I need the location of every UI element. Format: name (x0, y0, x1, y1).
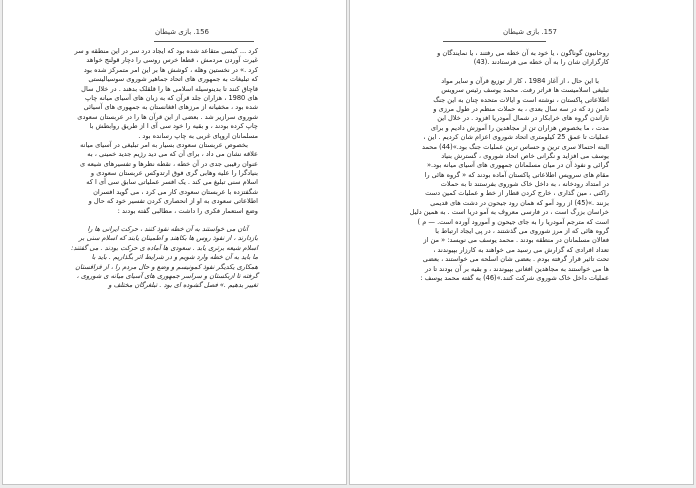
text-line: عملیات داخل خاک شوروی شرکت کنند.»(46) به گفته محمد یوسف : (420, 273, 609, 282)
paragraph (437, 49, 609, 68)
text-line: بنیادگرا را علیه وهابی گری فوق ارتدوکس عربستان سعودی و (90, 169, 258, 178)
text-line: وضع استعمار فکری را داشت ، مطالبی گفته بودند : (117, 206, 258, 215)
text-line: ها می خواستند به مجاهدین افغانی بپیوندند ، و بقیه بر آن بودند تا در (424, 264, 609, 273)
text-line: راکتی ، مین گذاری ، خارج کردن قطار از خط و عملیات کمین دست (425, 189, 609, 198)
text-line: یوسف می افزاید و نگرانی خاص اتحاد شوروی ، گسترش بنیاد (441, 151, 609, 160)
text-line: تحت تاثیر قرار گرفته بودم . بعضی شان اسلحه می خواستند ، بعضی (422, 255, 609, 264)
text-line: که تبلیغات به جمهوری های اتحاد جماهیر شوروی سوسیالیستی (88, 75, 258, 84)
text-line: در امتداد رودخانه ، به داخل خاک شوروی بفرستند تا به حملات (440, 180, 609, 189)
text-line: بازدارند ، از نفوذ روس ها بکاهند و اطمینان یابند که اسلام سنی بر (78, 234, 258, 243)
text-line: اسلام شیعه برتری یابد . سعودی ها آماده ی حرکت بودند . می گفتند: (71, 243, 258, 252)
text-line: آنان می خواستند به آن خطه نفوذ کنند ، حرکت ایرانی ها را (87, 225, 248, 234)
text-line: اطلاعاتی پاکستان ، نوشته است و ایالات متحده چنان به این جنگ (433, 95, 609, 104)
header-rule (154, 41, 254, 42)
text-line: چاپ کرده بودند ، و بقیه را خود سی آی ا از طریق روابطش با (89, 122, 258, 131)
text-line: کرد .» در نخستین وهله ، کوشش ها بر این امر متمرکز شده بود (83, 65, 258, 74)
text-line: البته احتمالا سری ترین و حساس ترین عملیات جنگ بود.»(44) محمد (422, 142, 609, 151)
text-line: های 1980 ، هزاران جلد قرآن که به زبان های آسیای میانه چاپ (85, 93, 258, 102)
paragraph-gap (442, 68, 609, 77)
text-line: بخصوص عربستان سعودی بسیار به امر تبلیغی در آسیای میانه (80, 140, 248, 149)
text-line: تازاندن گروه های خرابکار در شمال آمودریا افزود . در خلال این (437, 114, 609, 123)
text-line: گرفته تا ازبکستان و سراسر جمهوری های آسیای میانه ی شوروی ، (76, 271, 258, 280)
text-line: مسلمانان اروپای غربی به چاپ رسانده بود . (138, 131, 258, 140)
text-line: خراسان بزرگ است ، در فارسی معروف به آمو دریا است . به همین دلیل (409, 208, 609, 217)
text-line: بزنند .»(45) از رود آمو که همان رود جیحون در دشت های قدیمی (430, 198, 609, 207)
text-line: است که مترجم آمودریا را به جای جیحون و آمورود آورده است. — م ) (417, 217, 609, 226)
text-line: گروه هائی که از مرز شوروی می گذشتند ، در پی ایجاد ارتباط با (435, 227, 609, 236)
page-header: 156. بازی شیطان (155, 28, 209, 36)
text-line: مدت ، ما بخصوص هزاران تن از مجاهدین را آموزش دادیم و برای (430, 123, 609, 132)
text-line: شده بود ، مخفیانه از مرزهای افغانستان به جمهوری های آسیائی (83, 103, 258, 112)
text-line: روحانیون گوناگون ، یا خود به آن خطه می رفتند ، یا نمایندگان و (437, 49, 609, 57)
page-156 (2, 0, 347, 485)
page-body (71, 47, 258, 291)
text-line: تعداد افرادی که گزارش می رسید می خواهند به کارزار بپیوندند ، (433, 245, 609, 254)
text-line: تغییر بدهیم .» فصل گشوده ای بود . تبلغرگان مختلف و (108, 281, 258, 290)
page-body (409, 49, 609, 283)
text-line: کرد ... کیسی متقاعد شده بود که ایجاد درد سر در این منطقه و سر (74, 47, 258, 55)
text-line: عنوان رقیبی جدی در آن خطه ، نقطه نظرها و تفسیرهای شیعه ی (80, 159, 258, 168)
text-line: همکاری یکدیگر نفوذ کمونیسم و وضع و حال مردم را ، از قزاقستان (75, 262, 258, 271)
paragraph-gap (98, 216, 258, 225)
text-line: قاچاق کنند تا بدینوسیله اسلامی ها را قلقلک بدهند . در خلال سال (81, 84, 258, 93)
text-line: اطلاعاتی سعودی به او از انحصاری کردن تفسیر خود که حال و (88, 197, 258, 206)
page-157 (349, 0, 694, 485)
paragraph (409, 76, 609, 284)
header-rule (443, 41, 546, 42)
block-quote (71, 225, 258, 291)
text-line: شگفتزده با عربستان سعودی کار می کرد ، می گوید افسران (93, 187, 258, 196)
text-line: گرائی و نفوذ آن در میان مسلمانان جمهوری های آسیای میانه بود.« (426, 161, 609, 170)
text-line: غیرت آوردن مردمش ، قطعا خرس روسی را دچار قولنج خواهد (86, 56, 258, 65)
text-line: کارگزاران شان را به آن خطه می فرستادند .(43) (473, 58, 609, 67)
text-line: عملیات تا عمق 25 کیلومتری اتحاد شوروی اعزام شان کردیم . این ، (423, 133, 609, 142)
text-line: شوروی سرازیر شد . بعضی از این قرآن ها را در عربستان سعودی (77, 112, 258, 121)
text-line: علاقه نشان می داد ، برای آن که می دید رژیم جدید خمینی ، به (87, 150, 258, 159)
page-header: 157. بازی شیطان (503, 28, 557, 36)
text-line: تبلیغی اسلامیست ها فراتر رفت. محمد یوسف رئیس سرویس (441, 86, 609, 95)
text-line: ما باید به آن خطه وارد شویم و در شرایط اثر بگذاریم . باید با (91, 253, 258, 262)
text-line: مقام های سرویس اطلاعاتی پاکستان آماده بودند که « گروه هائی را (424, 170, 609, 179)
paragraph (74, 47, 258, 141)
text-line: دامن زد که در سه سال بعدی ، به حملات منظم در طول مرزی و (433, 104, 609, 113)
paragraph (80, 140, 258, 216)
text-line: فعالان مسلمانان در منطقه بودند . محمد یوسف می نویسد: « من از (423, 236, 609, 245)
text-line: با این حال ، از آغاز 1984 ، کار از توزیع قرآن و سایر مواد (441, 76, 599, 85)
text-line: اسلام سنی تبلیغ می کند . یک افسر عملیاتی سابق سی آی ا که (86, 178, 258, 187)
